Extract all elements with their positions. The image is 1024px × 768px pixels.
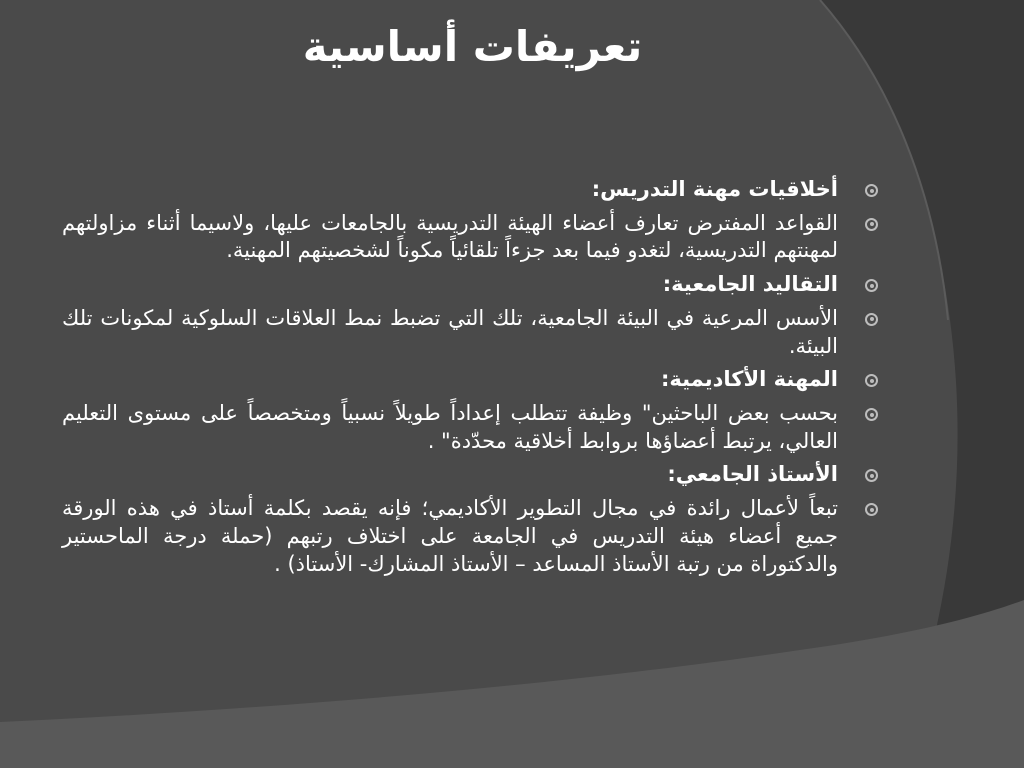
bullet-list	[62, 176, 878, 584]
bullet-circle-icon	[865, 218, 878, 231]
bullet-circle-icon	[865, 184, 878, 197]
bullet-text: القواعد المفترض تعارف أعضاء الهيئة التدريسية بالجامعات عليها، ولاسيما أثناء مزاولتهم لمهنتهم التدريسية، لتغدو فيما بعد جزءاً تلقائياً مكوناً لشخصيتهم المهنية.	[62, 210, 838, 263]
bullet-text: الأستاذ الجامعي:	[667, 462, 838, 487]
definition-text	[62, 305, 878, 360]
definition-text	[62, 210, 878, 265]
definition-heading	[62, 366, 878, 394]
definition-heading	[62, 461, 878, 489]
definition-text	[62, 400, 878, 455]
bullet-text: تبعاً لأعمال رائدة في مجال التطوير الأكاديمي؛ فإنه يقصد بكلمة أستاذ في هذه الورقة جميع أعضاء هيئة التدريس في الجامعة على اختلاف رتبهم (حملة درجة الماحستير والدكتوراة من رتبة الأستاذ المساعد – الأستاذ المشارك- الأستاذ) .	[62, 496, 838, 576]
bullet-circle-icon	[865, 503, 878, 516]
bullet-circle-icon	[865, 469, 878, 482]
definition-heading	[62, 271, 878, 299]
bullet-text: الأسس المرعية في البيئة الجامعية، تلك التي تضبط نمط العلاقات السلوكية لمكونات تلك البيئة.	[62, 305, 838, 358]
bullet-circle-icon	[865, 313, 878, 326]
bullet-text: أخلاقيات مهنة التدريس:	[591, 177, 838, 201]
definition-text	[62, 495, 878, 578]
definition-heading	[62, 176, 878, 204]
bullet-text: بحسب بعض الباحثين" وظيفة تتطلب إعداداً طويلاً نسبياً ومتخصصاً على مستوى التعليم العالي، يرتبط أعضاؤها بروابط أخلاقية محدّدة" .	[62, 401, 838, 453]
bullet-circle-icon	[865, 374, 878, 387]
slide-title: تعريفات أساسية	[302, 22, 643, 71]
bullet-circle-icon	[865, 279, 878, 292]
bullet-text: المهنة الأكاديمية:	[660, 367, 838, 392]
bullet-circle-icon	[865, 408, 878, 421]
bullet-text: التقاليد الجامعية:	[662, 272, 838, 297]
